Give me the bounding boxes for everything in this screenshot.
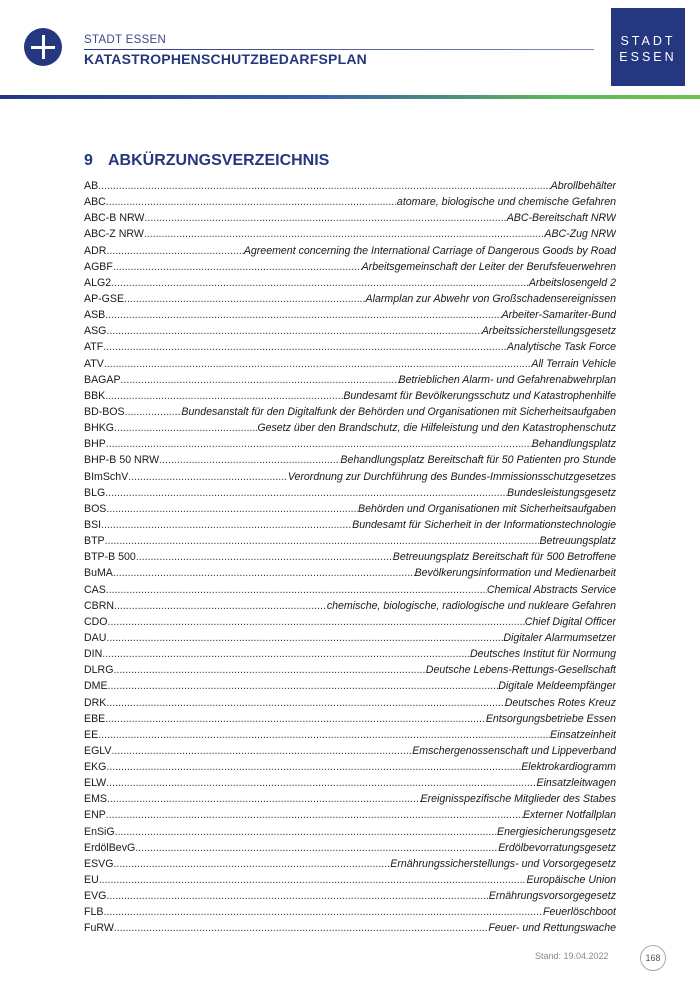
list-item [84, 678, 616, 694]
dot-leader [113, 259, 362, 275]
definition: Elektrokardiogramm [521, 761, 616, 774]
page-header [0, 0, 700, 100]
abbreviation: BD-BOS [84, 405, 125, 418]
list-item [84, 517, 616, 533]
dot-leader [106, 501, 358, 517]
dot-leader [98, 178, 550, 194]
dot-leader [114, 420, 257, 436]
footer-date: Stand: 19.04.2022 [535, 951, 609, 961]
definition: Digitale Meldeempfänger [498, 680, 616, 693]
abbreviation: EE [84, 728, 99, 741]
abbreviation: EKG [84, 761, 107, 774]
header-divider [84, 49, 594, 50]
definition: Ernährungsvorsorgegesetz [488, 890, 616, 903]
list-item [84, 920, 616, 936]
abbreviation: BImSchV [84, 470, 129, 483]
abbreviation: ATF [84, 341, 104, 354]
abbreviation: ATV [84, 357, 104, 370]
definition: ABC-Bereitschaft NRW [506, 212, 616, 225]
list-item [84, 420, 616, 436]
abbreviation: BHKG [84, 422, 115, 435]
list-item [84, 775, 616, 791]
definition: Analytische Task Force [506, 341, 616, 354]
definition: Bundesleistungsgesetz [507, 486, 616, 499]
list-item [84, 759, 616, 775]
abbreviation: EnSiG [84, 825, 115, 838]
list-item [84, 807, 616, 823]
dot-leader [99, 872, 527, 888]
list-item [84, 243, 616, 259]
abbreviation: ESVG [84, 857, 114, 870]
definition: Entsorgungsbetriebe Essen [485, 712, 616, 725]
dot-leader [136, 549, 393, 565]
list-item [84, 662, 616, 678]
dot-leader [103, 339, 507, 355]
dot-leader [105, 711, 486, 727]
dot-leader [113, 856, 390, 872]
dot-leader [159, 452, 340, 468]
document-title: KATASTROPHENSCHUTZBEDARFSPLAN [84, 51, 367, 67]
list-item [84, 452, 616, 468]
stadt-essen-logo [611, 8, 685, 86]
definition: Emschergenossenschaft und Lippeverband [412, 744, 616, 757]
abbreviation: AGBF [84, 260, 113, 273]
abbreviation: CBRN [84, 599, 115, 612]
abbreviation: DME [84, 680, 108, 693]
dot-leader [106, 194, 397, 210]
abbreviation: BOS [84, 502, 107, 515]
list-item [84, 388, 616, 404]
list-item [84, 533, 616, 549]
list-item [84, 743, 616, 759]
list-item [84, 727, 616, 743]
dot-leader [114, 598, 327, 614]
definition: Chemical Abstracts Service [486, 583, 616, 596]
list-item [84, 356, 616, 372]
list-item [84, 372, 616, 388]
dot-leader [105, 485, 507, 501]
dot-leader [106, 436, 532, 452]
list-item [84, 711, 616, 727]
dot-leader [106, 759, 521, 775]
abbreviation: ABC [84, 196, 106, 209]
list-item [84, 194, 616, 210]
abbreviation: DIN [84, 648, 103, 661]
list-item [84, 178, 616, 194]
definition: Bundesanstalt für den Digitalfunk der Behörden und Organisationen mit Sicherheitsaufgaben [181, 405, 616, 418]
dot-leader [106, 630, 503, 646]
definition: Behandlungsplatz Bereitschaft für 50 Patienten pro Stunde [340, 454, 616, 467]
abbreviation: DAU [84, 631, 107, 644]
definition: chemische, biologische, radiologische und nukleare Gefahren [326, 599, 616, 612]
abbreviation-list [84, 178, 616, 937]
logo-line-2: ESSEN [619, 50, 677, 64]
list-item [84, 226, 616, 242]
definition: Agreement concerning the International Carriage of Dangerous Goods by Road [243, 244, 616, 257]
list-item [84, 323, 616, 339]
definition: Betreuungsplatz [539, 535, 616, 548]
abbreviation: ErdölBevG [84, 841, 136, 854]
definition: Ernährungssicherstellungs- und Vorsorgegesetz [390, 857, 616, 870]
list-item [84, 210, 616, 226]
abbreviation: BLG [84, 486, 106, 499]
definition: Arbeitssicherstellungsgesetz [481, 325, 616, 338]
dot-leader [114, 920, 489, 936]
definition: Gesetz über den Brandschutz, die Hilfeleistung und den Katastrophenschutz [257, 422, 616, 435]
section-title: ABKÜRZUNGSVERZEICHNIS [108, 152, 330, 169]
section-heading [84, 152, 329, 170]
abbreviation: BAGAP [84, 373, 121, 386]
dot-leader [121, 372, 399, 388]
abbreviation: DLRG [84, 664, 114, 677]
definition: Deutsches Rotes Kreuz [504, 696, 616, 709]
list-item [84, 614, 616, 630]
dot-leader [113, 565, 415, 581]
list-item [84, 582, 616, 598]
definition: Bevölkerungsinformation und Medienarbeit [414, 567, 616, 580]
list-item [84, 436, 616, 452]
definition: Alarmplan zur Abwehr von Großschadensereignissen [365, 292, 616, 305]
definition: Arbeitslosengeld 2 [528, 276, 616, 289]
definition: Verordnung zur Durchführung des Bundes-Immissionsschutzgesetzes [287, 470, 616, 483]
header-gradient-bar [0, 95, 700, 99]
list-item [84, 259, 616, 275]
definition: Digitaler Alarmumsetzer [503, 631, 616, 644]
abbreviation: ELW [84, 777, 107, 790]
dot-leader [124, 291, 366, 307]
section-number: 9 [84, 152, 93, 169]
abbreviation: ALG2 [84, 276, 112, 289]
abbreviation: ABC-Z NRW [84, 228, 144, 241]
dot-leader [106, 775, 536, 791]
list-item [84, 904, 616, 920]
dot-leader [111, 743, 412, 759]
dot-leader [135, 840, 498, 856]
abbreviation: BHP-B 50 NRW [84, 454, 160, 467]
dot-leader [144, 226, 545, 242]
list-item [84, 824, 616, 840]
definition: Ereignisspezifische Mitglieder des Stabes [420, 793, 616, 806]
definition: Feuer- und Rettungswache [488, 922, 616, 935]
abbreviation: EVG [84, 890, 107, 903]
list-item [84, 872, 616, 888]
dot-leader [101, 517, 352, 533]
definition: Europäische Union [526, 874, 616, 887]
abbreviation: BTP [84, 535, 105, 548]
dot-leader [103, 904, 543, 920]
abbreviation: EMS [84, 793, 107, 806]
definition: Erdölbevorratungsgesetz [498, 841, 616, 854]
dot-leader [106, 243, 243, 259]
abbreviation: EGLV [84, 744, 112, 757]
abbreviation: ASG [84, 325, 107, 338]
dot-leader [106, 888, 488, 904]
definition: Einsatzeinheit [550, 728, 616, 741]
dot-leader [104, 356, 532, 372]
definition: Bundesamt für Bevölkerungsschutz und Katastrophenhilfe [343, 389, 616, 402]
dot-leader [105, 533, 540, 549]
abbreviation: BuMA [84, 567, 113, 580]
dot-leader [105, 307, 501, 323]
abbreviation: AB [84, 180, 99, 192]
abbreviation: ENP [84, 809, 106, 822]
definition: Energiesicherungsgesetz [497, 825, 616, 838]
list-item [84, 856, 616, 872]
abbreviation: FuRW [84, 922, 114, 935]
abbreviation: CAS [84, 583, 106, 596]
definition: Behörden und Organisationen mit Sicherheitsaufgaben [358, 502, 616, 515]
dot-leader [125, 404, 182, 420]
list-item [84, 695, 616, 711]
list-item [84, 549, 616, 565]
dot-leader [107, 791, 421, 807]
list-item [84, 469, 616, 485]
definition: Einsatzleitwagen [536, 777, 616, 790]
list-item [84, 888, 616, 904]
abbreviation: EU [84, 874, 99, 887]
logo-line-1: STADT [620, 34, 676, 48]
dot-leader [113, 662, 425, 678]
abbreviation: ASB [84, 309, 106, 322]
list-item [84, 630, 616, 646]
abbreviation: ADR [84, 244, 107, 257]
dot-leader [111, 275, 529, 291]
definition: Behandlungsplatz [531, 438, 616, 451]
list-item [84, 646, 616, 662]
dot-leader [106, 323, 481, 339]
dot-leader [108, 678, 499, 694]
definition: Feuerlöschboot [542, 906, 616, 919]
dot-leader [144, 210, 506, 226]
abbreviation: EBE [84, 712, 106, 725]
abbreviation: CDO [84, 615, 108, 628]
list-item [84, 291, 616, 307]
plus-circle-icon [24, 28, 62, 66]
abbreviation: DRK [84, 696, 107, 709]
list-item [84, 565, 616, 581]
dot-leader [106, 695, 504, 711]
definition: All Terrain Vehicle [531, 357, 616, 370]
definition: atomare, biologische und chemische Gefahren [396, 196, 616, 209]
dot-leader [102, 646, 470, 662]
abbreviation: BTP-B 500 [84, 551, 136, 564]
list-item [84, 275, 616, 291]
dot-leader [98, 727, 550, 743]
definition: Chief Digital Officer [524, 615, 616, 628]
org-name: STADT ESSEN [84, 34, 167, 46]
definition: ABC-Zug NRW [544, 228, 616, 241]
definition: Arbeitsgemeinschaft der Leiter der Berufsfeuerwehren [361, 260, 616, 273]
dot-leader [108, 614, 525, 630]
dot-leader [105, 388, 343, 404]
abbreviation: BBK [84, 389, 106, 402]
definition: Bundesamt für Sicherheit in der Informationstechnologie [352, 518, 616, 531]
abbreviation: BHP [84, 438, 106, 451]
list-item [84, 598, 616, 614]
definition: Betreuungsplatz Bereitschaft für 500 Betroffene [392, 551, 616, 564]
definition: Betrieblichen Alarm- und Gefahrenabwehrplan [398, 373, 616, 386]
list-item [84, 485, 616, 501]
definition: Abrollbehälter [550, 180, 616, 192]
definition: Deutsche Lebens-Rettungs-Gesellschaft [425, 664, 616, 677]
list-item [84, 404, 616, 420]
list-item [84, 307, 616, 323]
abbreviation: ABC-B NRW [84, 212, 145, 225]
definition: Arbeiter-Samariter-Bund [501, 309, 616, 322]
dot-leader [128, 469, 288, 485]
dot-leader [106, 807, 523, 823]
definition: Deutsches Institut für Normung [469, 648, 616, 661]
definition: Externer Notfallplan [522, 809, 616, 822]
abbreviation: FLB [84, 906, 104, 919]
list-item [84, 840, 616, 856]
list-item [84, 791, 616, 807]
dot-leader [115, 824, 497, 840]
dot-leader [106, 582, 487, 598]
abbreviation: AP-GSE [84, 292, 125, 305]
abbreviation: BSI [84, 518, 102, 531]
page-number: 168 [640, 945, 666, 971]
list-item [84, 501, 616, 517]
list-item [84, 339, 616, 355]
